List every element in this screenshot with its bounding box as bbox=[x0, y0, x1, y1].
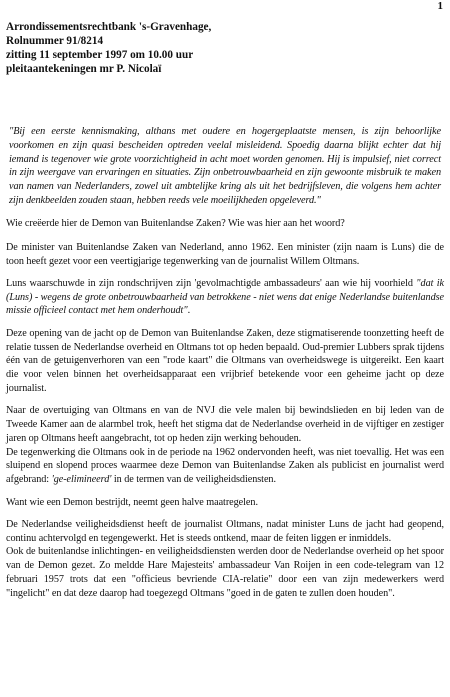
paragraph: Ook de buitenlandse inlichtingen- en veiligheidsdiensten werden door de Nederlandse overheid op het spoor van de Demon gezet. Zo meldde Hare Majesteits' ambassadeur Van Roijen in een code-telegram van 12 februari 1957 trots dat een "officieus bevriende CIA-relatie" door een van zijn medewerkers werd "ingelicht" en dat deze daarop had toegezegd Oltmans "goed in de gaten te zullen doen houden". bbox=[6, 546, 444, 599]
document-header bbox=[6, 20, 306, 76]
paragraph: De minister van Buitenlandse Zaken van Nederland, anno 1962. Een minister (zijn naam is Luns) die de toon heeft gezet voor een veertigjarige tegenwerking van de journalist Willem Oltmans. bbox=[6, 241, 444, 267]
case-number: Rolnummer 91/8214 bbox=[6, 35, 104, 47]
paragraph-text: . bbox=[187, 305, 191, 317]
question-paragraph: Wie creëerde hier de Demon van Buitenlandse Zaken? Wie was hier aan het woord? bbox=[6, 218, 345, 229]
paragraph: Naar de overtuiging van Oltmans en van de NVJ die vele malen bij bewindslieden en bij leden van de Tweede Kamer aan de alarmbel trok, heeft het stigma dat de Nederlandse overheid in de vijftiger en zestiger jaren op Oltmans heeft aangebracht, tot op heden zijn werking behouden. bbox=[6, 405, 444, 444]
paragraph-text: Luns waarschuwde in zijn rondschrijven zijn 'gevolmachtigde ambassadeurs' aan wie hij voorhield bbox=[6, 277, 417, 289]
pleading-notes-title: pleitaantekeningen mr P. Nicolaï bbox=[6, 63, 162, 75]
paragraph bbox=[6, 446, 444, 487]
page-number: 1 bbox=[437, 0, 443, 12]
paragraph: Deze opening van de jacht op de Demon van Buitenlandse Zaken, deze stigmatiserende toonzetting heeft de relatie tussen de Nederlandse overheid en Oltmans tot op heden bepaald. Oud-premier Lubbers sprak tijdens één van de getuigenverhoren van een "rode kaart" die Oltmans van overheidswege is uitgereikt. Een kaart die voor velen binnen het overheidsapparaat een vrijbrief betekende voor een geheime jacht op deze journalist. bbox=[6, 327, 444, 394]
quoted-text: 'ge-elimineerd' bbox=[51, 474, 112, 486]
paragraph-text: De tegenwerking die Oltmans ook in de periode na 1962 ondervonden heeft, was niet toevallig. Het was een sluipend en slopend proces waarmee deze Demon van Buitenlandse Zaken als publicist en journalist werd afgebrand: bbox=[6, 446, 444, 486]
quoted-text: "dat ik (Luns) - wegens de grote onbetrouwbaarheid van betrokkene - niet wens dat enige Nederlandse buitenlandse missie officieel contact met hem onderhoudt" bbox=[6, 277, 444, 317]
paragraph: Want wie een Demon bestrijdt, neemt geen halve maatregelen. bbox=[6, 496, 258, 508]
session-date: zitting 11 september 1997 om 10.00 uur bbox=[6, 49, 194, 61]
paragraph-text: in de termen van de veiligheidsdiensten. bbox=[111, 474, 276, 486]
document-body bbox=[6, 217, 444, 609]
paragraph: De Nederlandse veiligheidsdienst heeft de journalist Oltmans, nadat minister Luns de jacht had geopend, continu achtervolgd en tegengewerkt. Het is steeds ontkend, maar de feiten liggen er inmiddels. bbox=[6, 518, 444, 544]
opening-quote: "Bij een eerste kennismaking, althans met oudere en hogergeplaatste mensen, is zijn behoorlijke voorkomen en zijn quasi bescheiden optreden veelal misleidend. Spoedig daarna blijkt echter dat hij iemand is tegenover wie grote voorzichtigheid in acht moet worden genomen. Hij is impulsief, niet correct in zijn weergave van ervaringen en situaties. Zijn onbetrouwbaarheid en zijn gewoonte misbruik te maken van namen van Nederlanders, zowel uit ambtelijke kring als uit het bedrijfsleven, die volgens hem achter zijn denkbeelden zouden staan, hebben reeds vele moeilijkheden opgeleverd." bbox=[9, 126, 441, 206]
paragraph bbox=[6, 277, 444, 318]
court-name: Arrondissementsrechtbank 's-Gravenhage, bbox=[6, 21, 212, 33]
